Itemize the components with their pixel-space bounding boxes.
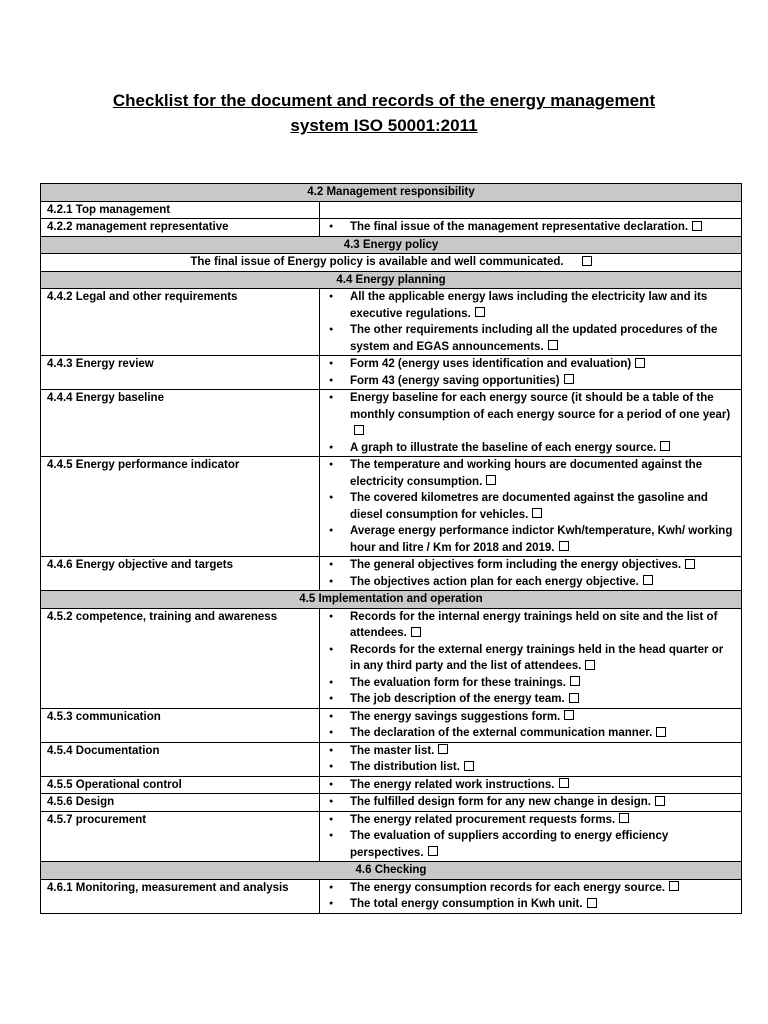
checkbox[interactable] — [587, 898, 597, 908]
checkbox[interactable] — [486, 475, 496, 485]
table-row — [41, 219, 742, 237]
row-label: 4.6.1 Monitoring, measurement and analysis — [41, 879, 320, 913]
checklist-item-text: Energy baseline for each energy source (it should be a table of the monthly consumption of each energy source for a period of one year) — [350, 392, 731, 421]
table-row — [41, 794, 742, 812]
checkbox[interactable] — [656, 727, 666, 737]
checkbox[interactable] — [570, 676, 580, 686]
checkbox[interactable] — [464, 761, 474, 771]
checklist-items — [326, 709, 735, 742]
checklist-item — [350, 373, 735, 390]
table-row — [41, 811, 742, 862]
checklist-item-text: The covered kilometres are documented against the gasoline and diesel consumption for vehicles. — [350, 492, 708, 521]
checklist-item — [350, 759, 735, 776]
checklist-item-text: The energy related procurement requests forms. — [350, 813, 616, 826]
checklist-item — [350, 457, 735, 490]
checklist-item — [350, 219, 735, 236]
checklist-items — [326, 457, 735, 556]
row-items — [320, 879, 742, 913]
checkbox[interactable] — [559, 778, 569, 788]
checklist-item — [350, 490, 735, 523]
row-items — [320, 390, 742, 457]
checklist-items — [326, 289, 735, 355]
checkbox[interactable] — [569, 693, 579, 703]
checkbox[interactable] — [685, 559, 695, 569]
table-row — [41, 289, 742, 356]
checklist-item-text: All the applicable energy laws including the electricity law and its executive regulations. — [350, 291, 708, 320]
checklist-item-text: Form 43 (energy saving opportunities) — [350, 374, 560, 387]
table-row — [41, 390, 742, 457]
checklist-item-text: The master list. — [350, 744, 435, 757]
checklist-item — [350, 440, 735, 457]
row-label: 4.5.7 procurement — [41, 811, 320, 862]
row-items-empty — [320, 201, 742, 219]
checklist-item — [350, 523, 735, 556]
checklist-item-text: The energy consumption records for each energy source. — [350, 881, 666, 894]
checklist-item-text: The energy related work instructions. — [350, 778, 555, 791]
checkbox[interactable] — [643, 575, 653, 585]
checklist-item-text: The energy savings suggestions form. — [350, 710, 561, 723]
row-items — [320, 219, 742, 237]
title-line-1: Checklist for the document and records of the energy management — [112, 91, 656, 110]
table-row — [41, 557, 742, 591]
checklist-item — [350, 322, 735, 355]
row-items — [320, 608, 742, 708]
checklist-item-text: The fulfilled design form for any new change in design. — [350, 796, 651, 808]
table-row — [41, 742, 742, 776]
checkbox[interactable] — [428, 846, 438, 856]
row-label: 4.4.5 Energy performance indicator — [41, 457, 320, 557]
row-items — [320, 811, 742, 862]
row-label: 4.4.3 Energy review — [41, 356, 320, 390]
checklist-item — [350, 828, 735, 861]
checklist-item — [350, 709, 735, 726]
checklist-item-text: The temperature and working hours are documented against the electricity consumption. — [350, 459, 703, 488]
table-row — [41, 608, 742, 708]
row-label: 4.4.4 Energy baseline — [41, 390, 320, 457]
checklist-items — [326, 743, 735, 776]
section-header-checking: 4.6 Checking — [41, 862, 742, 880]
checklist-item — [350, 675, 735, 692]
checklist-item-text: The distribution list. — [350, 761, 460, 773]
checklist-items — [326, 390, 735, 456]
checklist-item — [350, 743, 735, 760]
checklist-items — [326, 812, 735, 862]
section-row — [41, 591, 742, 609]
section-row — [41, 271, 742, 289]
checklist-item-text: Records for the external energy trainings held in the head quarter or in any third party and the list of attendees. — [350, 643, 724, 672]
checklist-item-text: The objectives action plan for each energy objective. — [350, 575, 639, 588]
checklist-item — [350, 574, 735, 591]
checkbox[interactable] — [411, 627, 421, 637]
checklist-item — [350, 896, 735, 913]
checklist-item-text: The job description of the energy team. — [350, 693, 565, 705]
checkbox[interactable] — [619, 813, 629, 823]
section-row — [41, 184, 742, 202]
row-items — [320, 708, 742, 742]
checkbox[interactable] — [354, 425, 364, 435]
checklist-item-text: Average energy performance indictor Kwh/temperature, Kwh/ working hour and litre / Km for 2018 and 2019. — [350, 525, 733, 554]
row-label: 4.5.5 Operational control — [41, 776, 320, 794]
checklist-item — [350, 880, 735, 897]
checklist-item-text: The final issue of the management representative declaration. — [350, 221, 689, 233]
checklist-items — [326, 356, 735, 389]
checkbox[interactable] — [559, 541, 569, 551]
checkbox[interactable] — [582, 256, 592, 266]
row-label: 4.4.6 Energy objective and targets — [41, 557, 320, 591]
checklist-item — [350, 812, 735, 829]
checklist-item-text: The total energy consumption in Kwh unit. — [350, 898, 583, 910]
checklist-item-text: Records for the internal energy trainings held on site and the list of attendees. — [350, 610, 718, 639]
table-row — [41, 776, 742, 794]
row-items — [320, 742, 742, 776]
checkbox[interactable] — [655, 796, 665, 806]
row-items — [320, 557, 742, 591]
row-label: 4.5.2 competence, training and awareness — [41, 608, 320, 708]
section-header-management: 4.2 Management responsibility — [41, 184, 742, 202]
document-title — [40, 88, 728, 138]
table-row — [41, 879, 742, 913]
row-label: 4.2.2 management representative — [41, 219, 320, 237]
checklist-item — [350, 725, 735, 742]
checklist-item — [350, 289, 735, 322]
checklist-item — [350, 557, 735, 574]
row-label: 4.5.6 Design — [41, 794, 320, 812]
table-row — [41, 201, 742, 219]
section-row — [41, 236, 742, 254]
checkbox[interactable] — [438, 744, 448, 754]
checklist-item — [350, 356, 735, 373]
checkbox[interactable] — [548, 340, 558, 350]
checklist-item — [350, 777, 735, 794]
checklist-items — [326, 557, 735, 590]
checklist-item — [350, 691, 735, 708]
checklist-item — [350, 794, 735, 811]
row-label: 4.4.2 Legal and other requirements — [41, 289, 320, 356]
checkbox[interactable] — [635, 358, 645, 368]
checkbox[interactable] — [564, 374, 574, 384]
row-items — [320, 457, 742, 557]
checkbox[interactable] — [660, 441, 670, 451]
row-items — [320, 356, 742, 390]
row-items — [320, 794, 742, 812]
checkbox[interactable] — [692, 221, 702, 231]
section-header-implementation: 4.5 Implementation and operation — [41, 591, 742, 609]
table-row — [41, 708, 742, 742]
policy-statement: The final issue of Energy policy is available and well communicated. — [190, 256, 564, 268]
checklist-item — [350, 390, 735, 440]
table-row — [41, 457, 742, 557]
checklist-items — [326, 609, 735, 708]
policy-statement-cell — [41, 254, 742, 272]
checklist-item-text: The general objectives form including the energy objectives. — [350, 559, 682, 571]
row-label: 4.2.1 Top management — [41, 201, 320, 219]
checklist-item-text: The declaration of the external communication manner. — [350, 727, 653, 739]
checkbox[interactable] — [585, 660, 595, 670]
checklist-item-text: The other requirements including all the updated procedures of the system and EGAS announcements. — [350, 324, 718, 353]
checklist-items — [326, 777, 735, 794]
row-items — [320, 289, 742, 356]
checklist-item-text: The evaluation of suppliers according to energy efficiency perspectives. — [350, 830, 669, 859]
table-row — [41, 356, 742, 390]
checkbox[interactable] — [532, 508, 542, 518]
section-row — [41, 862, 742, 880]
table-row — [41, 254, 742, 272]
checklist-item-text: Form 42 (energy uses identification and evaluation) — [350, 358, 632, 370]
checklist-item — [350, 609, 735, 642]
row-label: 4.5.4 Documentation — [41, 742, 320, 776]
checklist-item — [350, 642, 735, 675]
checklist-items — [326, 880, 735, 913]
section-header-policy: 4.3 Energy policy — [41, 236, 742, 254]
checklist-item-text: A graph to illustrate the baseline of each energy source. — [350, 441, 657, 454]
checklist-items — [326, 794, 735, 811]
section-header-planning: 4.4 Energy planning — [41, 271, 742, 289]
title-line-2: system ISO 50001:2011 — [290, 116, 478, 135]
checklist-table — [40, 183, 742, 914]
checklist-items — [326, 219, 735, 236]
checkbox[interactable] — [564, 710, 574, 720]
row-items — [320, 776, 742, 794]
checklist-item-text: The evaluation form for these trainings. — [350, 676, 566, 689]
checkbox[interactable] — [475, 307, 485, 317]
checkbox[interactable] — [669, 881, 679, 891]
row-label: 4.5.3 communication — [41, 708, 320, 742]
